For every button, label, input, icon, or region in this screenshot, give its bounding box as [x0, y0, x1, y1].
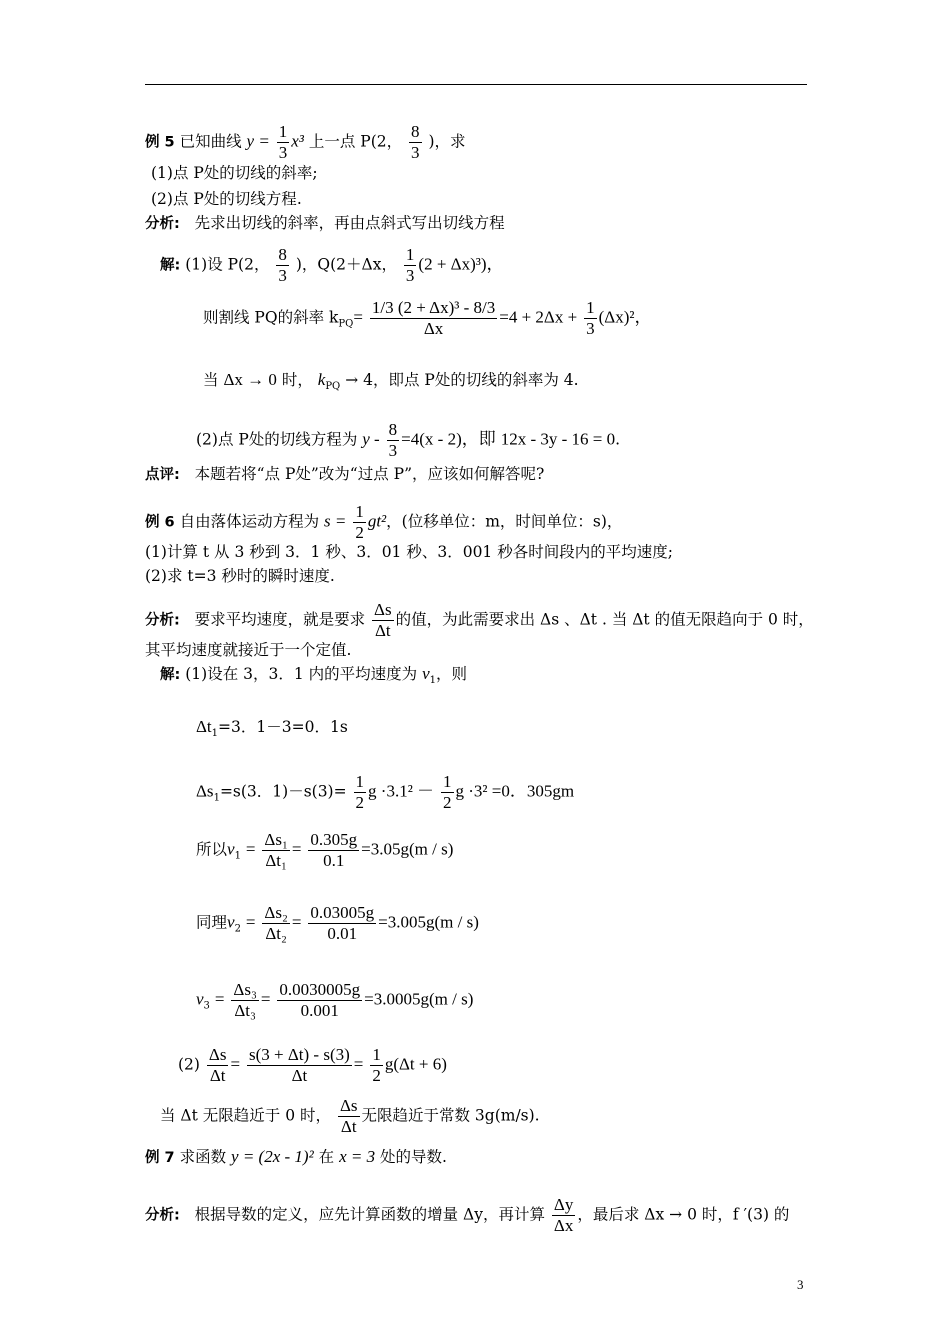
- ex5-secant: 则割线 PQ的斜率 $k_{PQ}=$ $\frac{\text{1/3 (2 + Δx)³ - 8/3}}{\Delta x}$ =4 + 2Δx + $\frac{1}{3}$ (Δx)²，: [203, 298, 652, 338]
- fraction: $\frac{\Delta s}{\Delta t}$: [339, 1096, 358, 1136]
- ex5-label: 例 5: [145, 134, 175, 151]
- fraction: $\frac{s(3 + \Delta t) - s(3)}{\Delta t}$: [249, 1045, 350, 1085]
- ex6-dt1: $\Delta t_1=3$．1－3=0．1s: [196, 717, 348, 740]
- ex6-v2: 同理$v_2$ = $\frac{\text{Δs₂}}{\text{Δt₂}}$ = $\frac{0.03005g}{0.01}$ =3.005g(m / s): [196, 903, 479, 943]
- ex6-q2: (2)求 t=3 秒时的瞬时速度.: [145, 567, 335, 585]
- fraction: $\frac{\Delta y}{\Delta x}$: [553, 1195, 574, 1235]
- fraction: $\frac{\text{Δs₂}}{\text{Δt₂}}$: [264, 903, 288, 943]
- ex5-sol1: 解: (1)设 P(2， $\frac{8}{3}$ )，Q(2＋Δx， $\frac{1}{3}$ (2 + Δx)³)，: [160, 245, 504, 285]
- header-rule: [145, 84, 807, 85]
- fraction: $\frac{1}{3}$: [405, 245, 415, 285]
- ex5-sol2: (2)点 P处的切线方程为 y - $\frac{8}{3}$ =4(x - 2)，即 12x - 3y - 16 = 0.: [196, 420, 621, 460]
- ex5-q1: (1)点 P处的切线的斜率;: [151, 164, 318, 182]
- ex7-stem: 例 7 求函数 y = (2x - 1)² 在 x = 3 处的导数.: [145, 1147, 447, 1166]
- fraction: $\frac{\Delta s}{\Delta t}$: [374, 600, 392, 640]
- secant-fraction: $\frac{\text{1/3 (2 + Δx)³ - 8/3}}{\Delta x}$: [371, 298, 496, 338]
- ex6-conclusion: 当 Δt 无限趋近于 0 时， $\frac{\Delta s}{\Delta t}$ 无限趋近于常数 3g(m/s).: [160, 1096, 540, 1136]
- fraction: $\frac{1}{3}$: [278, 122, 288, 162]
- ex5-comment: 点评: 本题若将“点 P处”改为“过点 P”，应该如何解答呢?: [145, 465, 545, 483]
- ex6-part2: (2) $\frac{\Delta s}{\Delta t}$ = $\frac{s(3 + \Delta t) - s(3)}{\Delta t}$ = $\frac{1}{2}$ g(Δt + 6): [178, 1045, 447, 1085]
- ex6-analysis: 分析: 要求平均速度，就是要求 $\frac{\Delta s}{\Delta t}$ 的值，为此需要求出 Δs 、Δt . 当 Δt 的值无限趋向于 0 时，: [145, 600, 814, 640]
- fraction: $\frac{1}{2}$: [372, 1045, 381, 1085]
- ex5-stem: 例 5 已知曲线 y = $\frac{1}{3}$ x³ 上一点 P(2， $\frac{8}{3}$ )，求: [145, 122, 466, 162]
- ex6-ds1: $\Delta s_1=s(3$．1)－s(3)= $\frac{1}{2}$ g ·3.1² － $\frac{1}{2}$ g ·3² =0．305gm: [196, 772, 575, 812]
- ex6-q1: (1)计算 t 从 3 秒到 3．1 秒、3．01 秒、3．001 秒各时间段内的平均速度;: [145, 543, 673, 561]
- ex5-analysis: 分析: 先求出切线的斜率，再由点斜式写出切线方程: [145, 214, 505, 232]
- ex7-analysis: 分析: 根据导数的定义，应先计算函数的增量 Δy，再计算 $\frac{\Delta y}{\Delta x}$ ，最后求 Δx → 0 时，f ′(3) 的: [145, 1195, 790, 1235]
- fraction: $\frac{\Delta s}{\Delta t}$: [208, 1045, 227, 1085]
- ex6-analysis-2: 其平均速度就接近于一个定值.: [145, 641, 352, 659]
- fraction: $\frac{8}{3}$: [411, 122, 420, 162]
- fraction: $\frac{1}{2}$: [443, 772, 452, 812]
- page-number: 3: [797, 1277, 804, 1292]
- fraction: $\frac{8}{3}$: [388, 420, 398, 460]
- fraction: $\frac{1}{2}$: [355, 772, 365, 812]
- fraction: $\frac{\text{Δs₁}}{\text{Δt₁}}$: [264, 830, 288, 870]
- ex5-limit: 当 Δx → 0 时， $k_{PQ} \to 4$，即点 P处的切线的斜率为 4.: [203, 370, 579, 393]
- fraction: $\frac{0.0030005g}{0.001}$: [279, 980, 361, 1020]
- fraction: $\frac{\text{Δs₃}}{\text{Δt₃}}$: [233, 980, 257, 1020]
- fraction: $\frac{1}{2}$: [355, 502, 364, 542]
- ex6-v1: 所以$v_1$ = $\frac{\text{Δs₁}}{\text{Δt₁}}$ = $\frac{0.305g}{0.1}$ =3.05g(m / s): [196, 830, 454, 870]
- ex6-v3: $v_3$ = $\frac{\text{Δs₃}}{\text{Δt₃}}$ = $\frac{0.0030005g}{0.001}$ =3.0005g(m / s): [196, 980, 474, 1020]
- fraction: $\frac{0.305g}{0.1}$: [310, 830, 358, 870]
- ex6-stem: 例 6 自由落体运动方程为 s = $\frac{1}{2}$ gt²，(位移单位：m，时间单位：s)，: [145, 502, 623, 542]
- ex6-sol: 解: (1)设在 3，3．1 内的平均速度为 $v_1$，则: [160, 664, 468, 687]
- fraction: $\frac{0.03005g}{0.01}$: [310, 903, 375, 943]
- ex5-q2: (2)点 P处的切线方程.: [151, 190, 302, 208]
- fraction: $\frac{1}{3}$: [586, 298, 595, 338]
- fraction: $\frac{8}{3}$: [278, 245, 287, 285]
